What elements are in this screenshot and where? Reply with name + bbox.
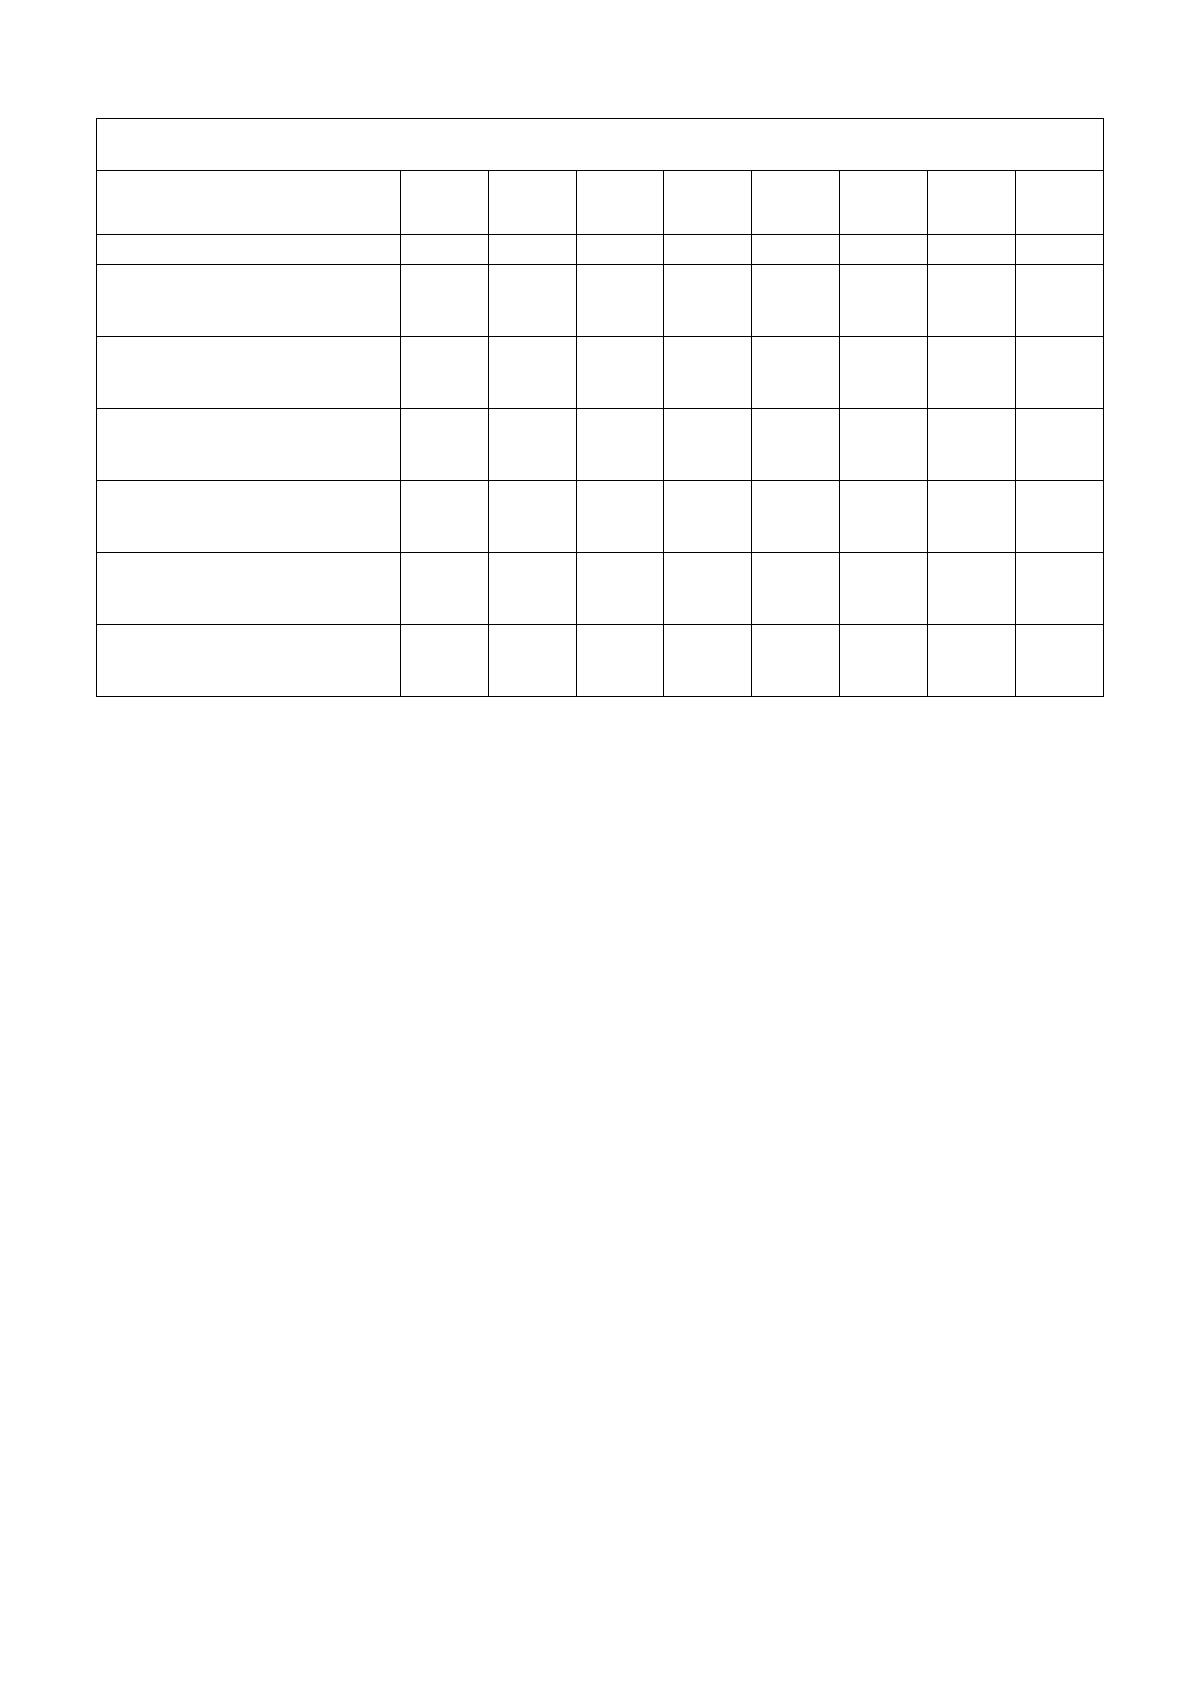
table-cell [928,265,1016,337]
table-cell [928,409,1016,481]
table-cell-name [97,625,401,697]
table-cell-name [97,553,401,625]
column-header [840,171,928,235]
table-cell [664,265,752,337]
table-cell [664,409,752,481]
column-index [928,235,1016,265]
table-cell [928,337,1016,409]
table-cell-name [97,265,401,337]
table-cell [1015,481,1103,553]
table-cell [752,481,840,553]
table-cell [664,481,752,553]
table-cell-name [97,409,401,481]
table-row [97,337,1104,409]
table-cell [488,625,576,697]
table-cell [488,337,576,409]
column-header [576,171,664,235]
table-cell [576,337,664,409]
column-index [400,235,488,265]
column-header [664,171,752,235]
table-row [97,553,1104,625]
table-cell [840,337,928,409]
table-caption-row [97,119,1104,171]
table-cell [1015,625,1103,697]
table-cell [488,553,576,625]
column-index [1015,235,1103,265]
table-caption [97,119,1104,171]
column-header [928,171,1016,235]
column-index [488,235,576,265]
data-table [96,118,1104,697]
table-cell [840,265,928,337]
table-cell [928,625,1016,697]
table-body [97,265,1104,697]
table-cell [576,625,664,697]
column-index [664,235,752,265]
table-cell [1015,337,1103,409]
table-cell [1015,265,1103,337]
table-cell [928,553,1016,625]
document-note [96,1560,1104,1578]
table-cell [576,481,664,553]
table-row [97,265,1104,337]
table-cell [400,625,488,697]
table-cell [840,409,928,481]
table-cell [1015,553,1103,625]
column-index [840,235,928,265]
table-row [97,409,1104,481]
table-cell [1015,409,1103,481]
column-header [488,171,576,235]
table-cell [752,553,840,625]
table-row [97,481,1104,553]
table-cell [400,337,488,409]
table-cell [840,553,928,625]
table-cell [752,337,840,409]
table-cell [488,409,576,481]
table-cell-name [97,337,401,409]
table-column-index-row [97,235,1104,265]
table-header [97,119,1104,265]
table-cell [576,553,664,625]
table-cell [400,553,488,625]
column-index [97,235,401,265]
column-header [400,171,488,235]
table-cell [752,625,840,697]
column-index [752,235,840,265]
table-cell [752,409,840,481]
table-cell [928,481,1016,553]
table-cell [488,265,576,337]
table-cell [400,265,488,337]
table-cell [576,265,664,337]
page-number [0,56,1200,84]
table-cell [400,409,488,481]
table-cell [840,481,928,553]
column-index [576,235,664,265]
table-cell [664,553,752,625]
column-header [1015,171,1103,235]
table-row [97,625,1104,697]
column-header [752,171,840,235]
table-column-headers [97,171,1104,235]
table-cell-name [97,481,401,553]
table-cell [752,265,840,337]
table-cell [488,481,576,553]
table-cell [576,409,664,481]
table-cell [664,625,752,697]
table-cell [840,625,928,697]
table-cell [400,481,488,553]
table-cell [664,337,752,409]
column-header [97,171,401,235]
